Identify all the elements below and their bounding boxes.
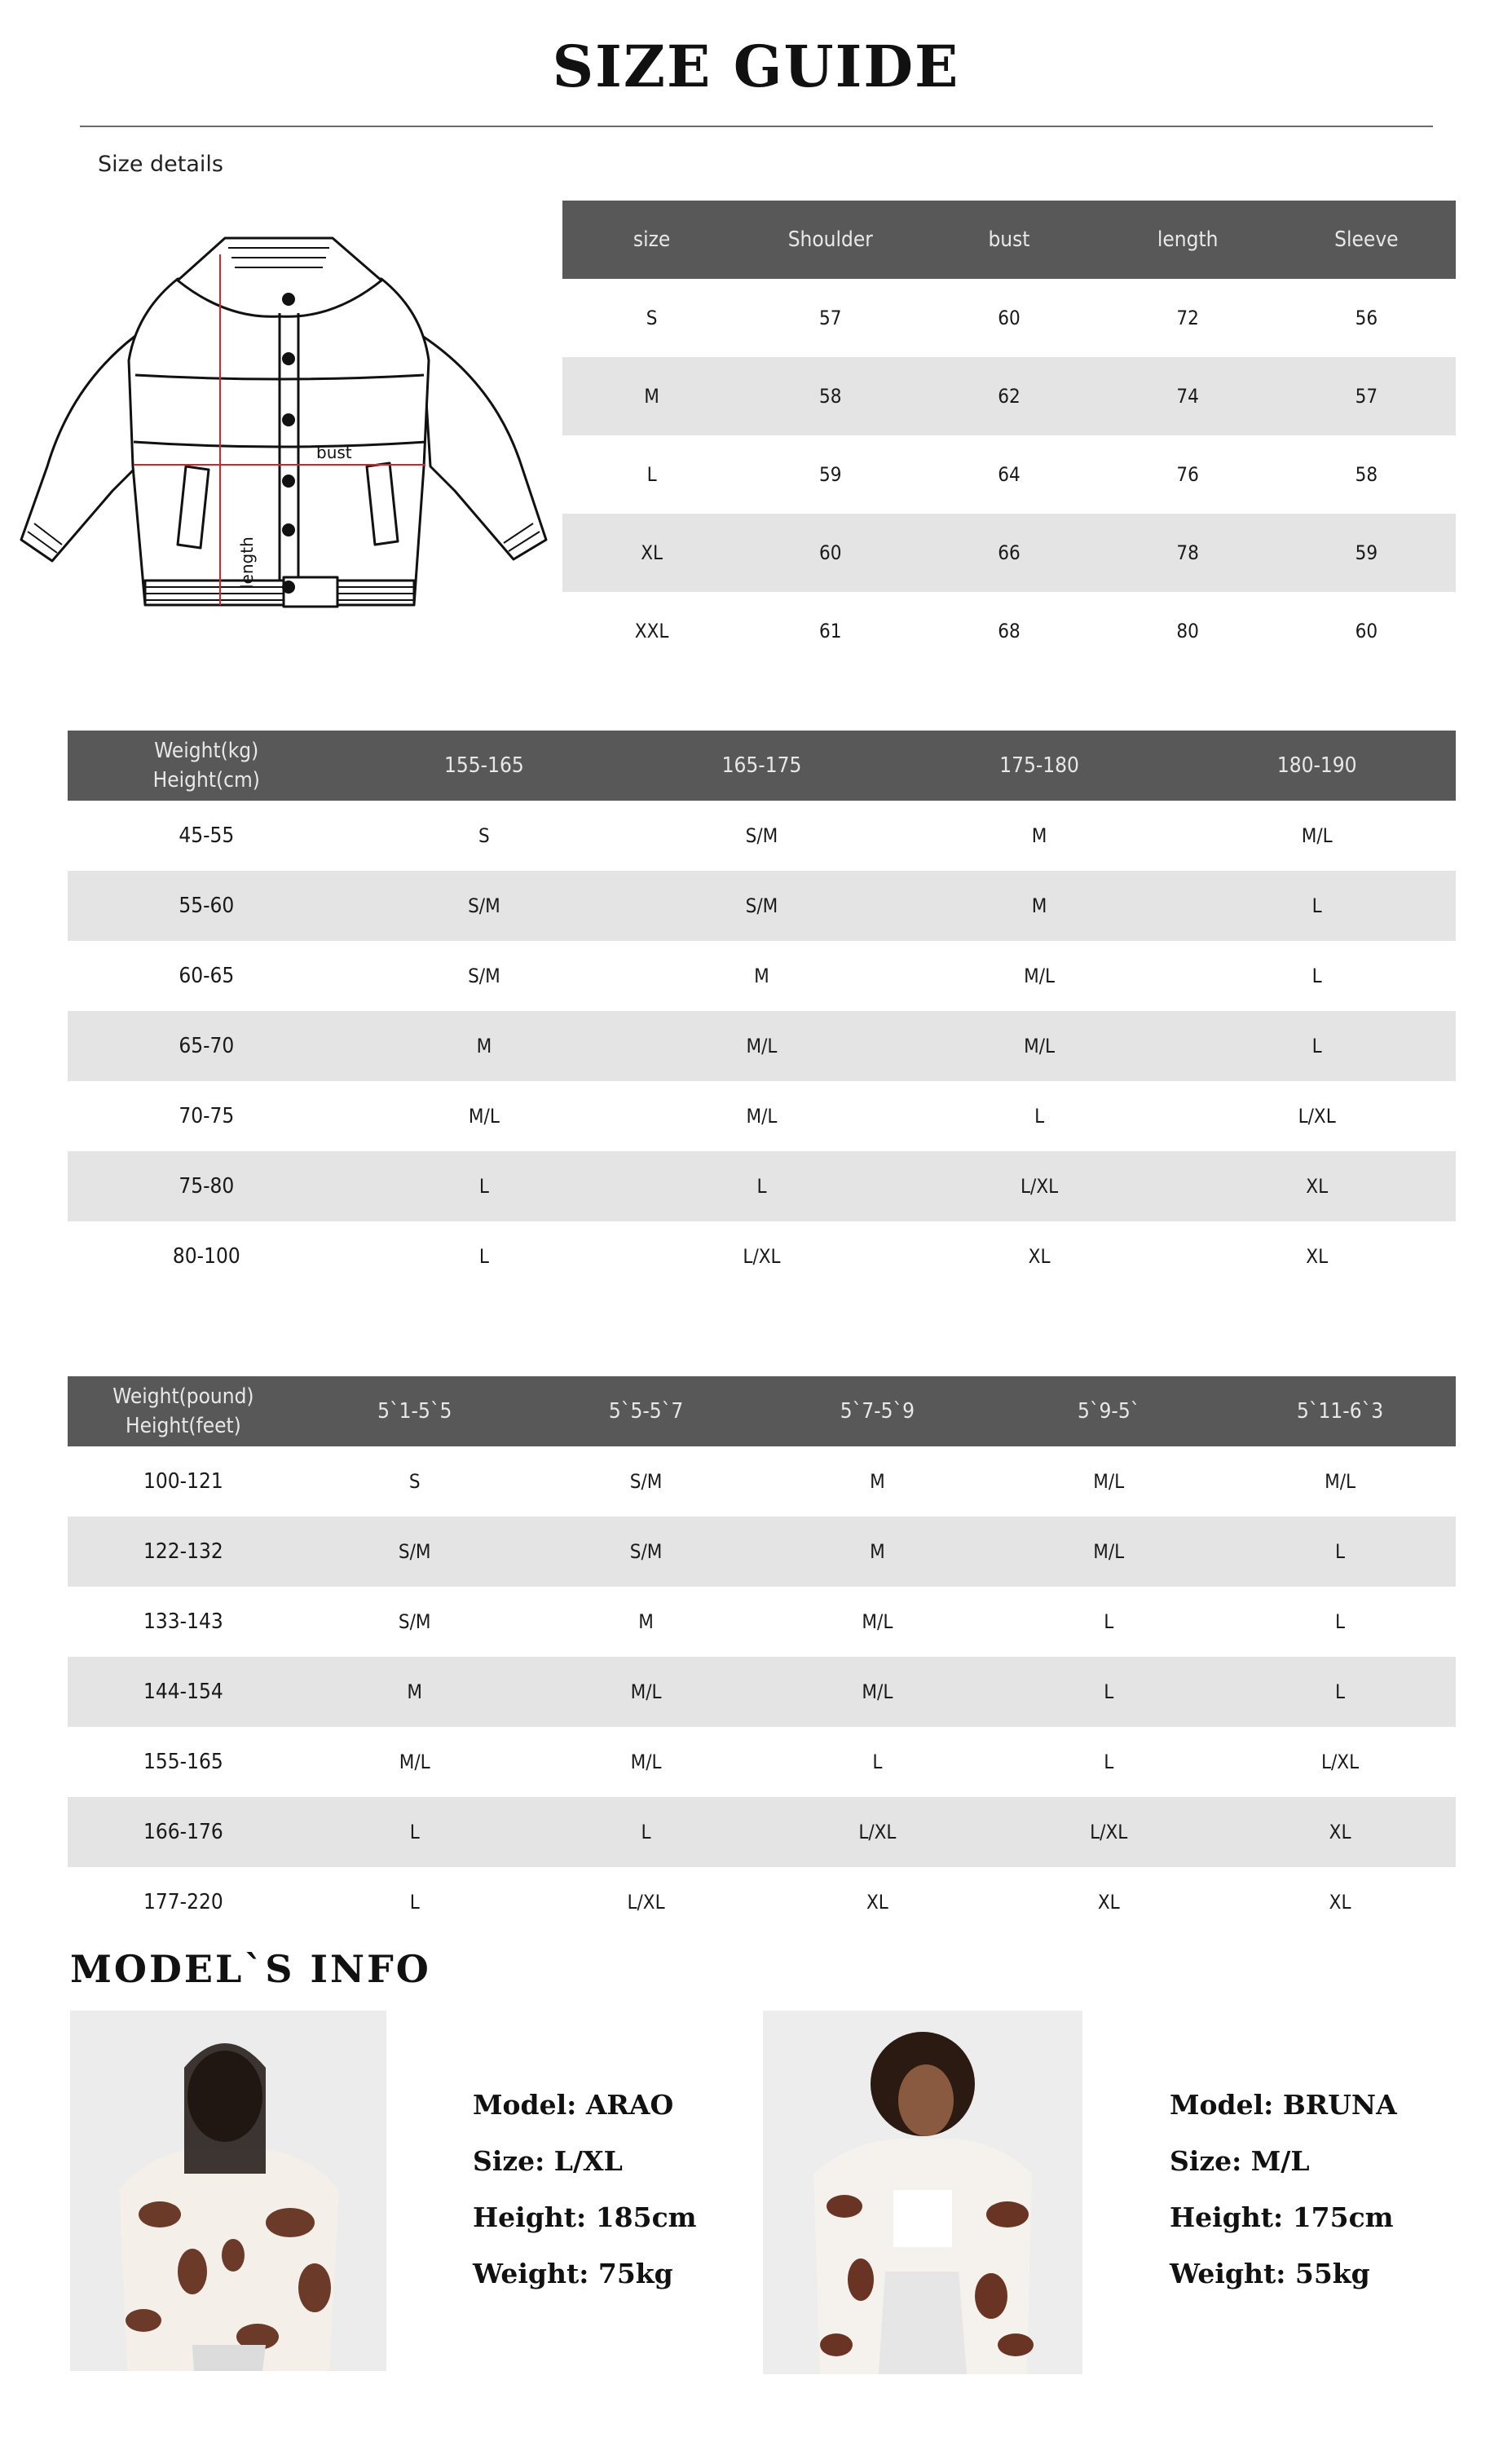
size-cell: 76 [1099,435,1277,514]
model-height: Height: 175cm [1170,2201,1394,2233]
row-label-cell: 155-165 [68,1727,299,1797]
metric-size-table [68,731,1456,1291]
imperial-row [68,1517,1456,1587]
metric-weight-label: Weight(kg) [154,739,259,763]
row-label-cell: 100-121 [68,1446,299,1517]
size-cell: XL [761,1867,993,1937]
size-cell: XL [993,1867,1224,1937]
imperial-row [68,1446,1456,1517]
model-weight: Weight: 55kg [1170,2258,1370,2289]
size-cell: S/M [623,801,901,871]
imperial-col-header: 5`11-6`3 [1224,1376,1456,1446]
size-cell: L [1224,1587,1456,1657]
garment-row [562,279,1456,357]
size-cell: L [1178,1011,1456,1081]
size-cell: XL [1178,1221,1456,1291]
size-cell: M [623,941,901,1011]
size-cell: 68 [919,592,1098,670]
jacket-diagram [15,222,561,621]
size-cell: M [531,1587,762,1657]
size-cell: M/L [623,1081,901,1151]
size-cell: 57 [1277,357,1456,435]
imperial-row [68,1797,1456,1867]
size-cell: M/L [1178,801,1456,871]
size-cell: L [993,1727,1224,1797]
garment-size-table [562,201,1456,670]
page-title: SIZE GUIDE [552,33,960,100]
metric-row [68,941,1456,1011]
col-sleeve: Sleeve [1277,201,1456,279]
models-section-title: MODEL`S INFO [70,1947,431,1991]
metric-col-header: 165-175 [623,731,901,801]
row-label-cell: 70-75 [68,1081,346,1151]
size-cell: 74 [1099,357,1277,435]
col-shoulder: Shoulder [741,201,919,279]
size-cell: M/L [299,1727,531,1797]
size-cell: L [1224,1517,1456,1587]
model-info-bruna [1170,2089,1397,2314]
size-cell: S/M [299,1587,531,1657]
size-cell: L [993,1587,1224,1657]
row-label-cell: 122-132 [68,1517,299,1587]
metric-col-header: 175-180 [901,731,1179,801]
size-cell: M [901,871,1179,941]
size-cell: 57 [741,279,919,357]
col-length: length [1099,201,1277,279]
size-details-label: Size details [98,152,223,177]
size-cell: M/L [901,1011,1179,1081]
size-cell: 60 [919,279,1098,357]
row-label-cell: L [562,435,741,514]
metric-corner-header [68,731,346,801]
row-label-cell: 166-176 [68,1797,299,1867]
col-size: size [562,201,741,279]
size-cell: S/M [346,941,624,1011]
row-label-cell: S [562,279,741,357]
row-label-cell: 45-55 [68,801,346,871]
size-cell: M/L [993,1446,1224,1517]
row-label-cell: 133-143 [68,1587,299,1657]
imperial-col-header: 5`5-5`7 [531,1376,762,1446]
size-cell: 59 [1277,514,1456,592]
size-cell: L/XL [1224,1727,1456,1797]
size-cell: 56 [1277,279,1456,357]
size-cell: 66 [919,514,1098,592]
metric-height-label: Height(cm) [152,768,260,793]
length-label: length [237,536,257,589]
row-label-cell: 65-70 [68,1011,346,1081]
imperial-row [68,1727,1456,1797]
size-cell: L [993,1657,1224,1727]
size-cell: 64 [919,435,1098,514]
size-cell: L [299,1797,531,1867]
metric-row [68,1221,1456,1291]
right-sleeve [422,336,546,559]
size-cell: L/XL [901,1151,1179,1221]
size-cell: L [901,1081,1179,1151]
size-cell: L/XL [1178,1081,1456,1151]
row-label-cell: 80-100 [68,1221,346,1291]
metric-row [68,1151,1456,1221]
size-cell: 59 [741,435,919,514]
garment-row [562,357,1456,435]
size-cell: S [299,1446,531,1517]
size-cell: M/L [761,1657,993,1727]
size-cell: 60 [1277,592,1456,670]
size-cell: M [299,1657,531,1727]
model-photo-bruna [763,2011,1082,2374]
size-cell: XL [1224,1867,1456,1937]
model-size: Size: M/L [1170,2145,1310,2177]
imperial-row [68,1867,1456,1937]
imperial-col-header: 5`7-5`9 [761,1376,993,1446]
size-cell: M [761,1517,993,1587]
size-cell: M/L [531,1657,762,1727]
metric-row [68,871,1456,941]
title-divider [80,126,1433,127]
size-cell: M/L [761,1587,993,1657]
size-cell: 58 [741,357,919,435]
imperial-row [68,1657,1456,1727]
size-cell: 72 [1099,279,1277,357]
imperial-col-header: 5`9-5` [993,1376,1224,1446]
metric-row [68,1081,1456,1151]
metric-col-header: 155-165 [346,731,624,801]
size-cell: 78 [1099,514,1277,592]
size-cell: XL [901,1221,1179,1291]
size-cell: XL [1178,1151,1456,1221]
size-cell: L [1178,941,1456,1011]
size-cell: 80 [1099,592,1277,670]
size-cell: L [346,1151,624,1221]
garment-row [562,592,1456,670]
metric-row [68,801,1456,871]
size-cell: L [1224,1657,1456,1727]
imperial-row [68,1587,1456,1657]
bust-label: bust [316,443,352,462]
size-cell: 61 [741,592,919,670]
size-cell: S/M [531,1517,762,1587]
size-cell: L/XL [993,1797,1224,1867]
size-cell: S/M [623,871,901,941]
size-cell: L [299,1867,531,1937]
size-cell: L/XL [761,1797,993,1867]
model-size: Size: L/XL [473,2145,623,2177]
row-label-cell: 60-65 [68,941,346,1011]
size-cell: L [531,1797,762,1867]
row-label-cell: 55-60 [68,871,346,941]
model-height: Height: 185cm [473,2201,697,2233]
size-cell: M [901,801,1179,871]
size-cell: L/XL [623,1221,901,1291]
col-bust: bust [919,201,1098,279]
size-cell: L [1178,871,1456,941]
row-label-cell: 177-220 [68,1867,299,1937]
model-info-arao [473,2089,697,2314]
row-label-cell: 75-80 [68,1151,346,1221]
row-label-cell: 144-154 [68,1657,299,1727]
size-cell: 58 [1277,435,1456,514]
imperial-weight-label: Weight(pound) [112,1384,254,1409]
size-cell: M/L [531,1727,762,1797]
model-name: Model: BRUNA [1170,2089,1397,2121]
model-photo-arao [70,2011,386,2371]
size-cell: M/L [901,941,1179,1011]
garment-row [562,514,1456,592]
size-cell: L [346,1221,624,1291]
size-cell: L/XL [531,1867,762,1937]
size-cell: L [623,1151,901,1221]
size-cell: M/L [623,1011,901,1081]
row-label-cell: XXL [562,592,741,670]
size-cell: M/L [346,1081,624,1151]
size-cell: L [761,1727,993,1797]
model-name: Model: ARAO [473,2089,674,2121]
imperial-corner-header [68,1376,299,1446]
imperial-size-table [68,1376,1456,1937]
row-label-cell: M [562,357,741,435]
size-cell: S/M [346,871,624,941]
size-cell: M [761,1446,993,1517]
size-cell: S/M [531,1446,762,1517]
garment-row [562,435,1456,514]
imperial-col-header: 5`1-5`5 [299,1376,531,1446]
size-cell: S [346,801,624,871]
size-cell: XL [1224,1797,1456,1867]
imperial-height-label: Height(feet) [126,1414,241,1438]
model-weight: Weight: 75kg [473,2258,673,2289]
size-cell: M/L [1224,1446,1456,1517]
size-cell: 62 [919,357,1098,435]
size-cell: M/L [993,1517,1224,1587]
metric-col-header: 180-190 [1178,731,1456,801]
size-cell: S/M [299,1517,531,1587]
size-cell: 60 [741,514,919,592]
size-cell: M [346,1011,624,1081]
metric-row [68,1011,1456,1081]
row-label-cell: XL [562,514,741,592]
